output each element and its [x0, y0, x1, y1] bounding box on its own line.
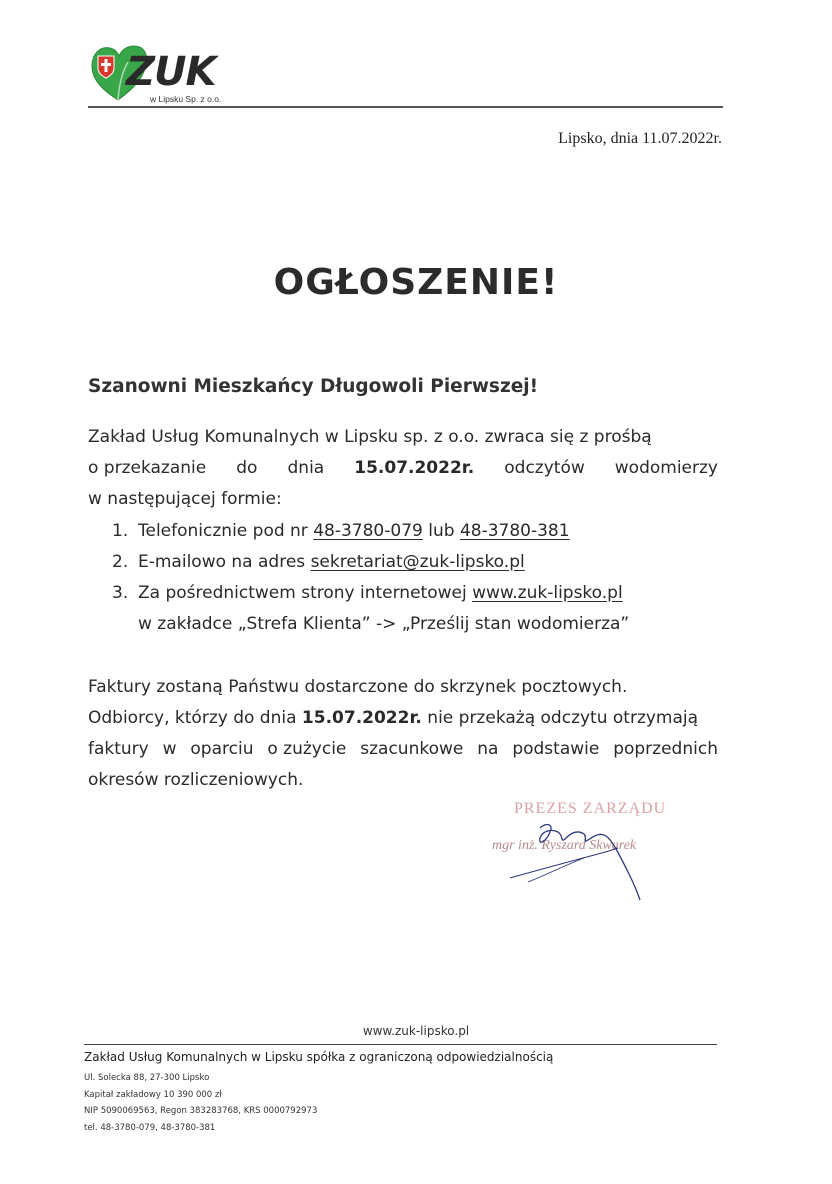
- announcement-title: OGŁOSZENIE!: [273, 262, 559, 303]
- logo-name: ZUK: [126, 49, 216, 95]
- list-item: [112, 516, 722, 547]
- footer-capital: Kapitał zakładowy 10 390 000 zł: [84, 1089, 222, 1100]
- logo-subtitle: w Lipsku Sp. z o.o.: [150, 94, 222, 104]
- stamp-title: PREZES ZARZĄDU: [514, 800, 667, 817]
- list-number: 1.: [112, 521, 129, 541]
- phone-link-2[interactable]: 48-3780-381: [459, 521, 570, 541]
- paragraph-text: odczytów: [504, 458, 585, 478]
- paragraph-line: [88, 422, 718, 453]
- paragraph-text: o zużycie: [267, 739, 347, 759]
- footer-company-name: Zakład Usług Komunalnych w Lipsku spółka z ograniczoną odpowiedzialnością: [84, 1050, 554, 1064]
- paragraph-request: [88, 422, 718, 515]
- submission-methods-list: [112, 516, 722, 640]
- paragraph-text: Odbiorcy, którzy do dnia: [88, 708, 302, 728]
- list-text: Za pośrednictwem strony internetowej: [138, 583, 473, 603]
- footer-ids: NIP 5090069563, Regon 383283768, KRS 0000792973: [84, 1106, 318, 1116]
- paragraph-text: faktury: [88, 739, 149, 759]
- list-text: lub: [422, 521, 460, 541]
- paragraph-text: do: [236, 458, 258, 478]
- stamp-name: mgr inż. Ryszard Skwarek: [492, 838, 637, 853]
- list-text: Telefonicznie pod nr: [138, 521, 314, 541]
- footer-divider: [84, 1044, 717, 1045]
- paragraph-line: okresów rozliczeniowych.: [88, 770, 304, 790]
- president-stamp: [488, 792, 688, 912]
- list-item: [112, 578, 722, 609]
- footer-details: [84, 1070, 317, 1136]
- list-text: E-mailowo na adres: [138, 552, 311, 572]
- paragraph-line: [88, 453, 718, 484]
- header-divider: [88, 106, 723, 108]
- list-item-continuation: w zakładce „Strefa Klienta” -> „Prześlij stan wodomierza”: [138, 614, 630, 634]
- list-item: [112, 547, 722, 578]
- paragraph-line: w następującej formie:: [88, 489, 282, 509]
- paragraph-text: podstawie: [512, 739, 600, 759]
- greeting: Szanowni Mieszkańcy Długowoli Pierwszej!: [88, 376, 539, 397]
- document-date: Lipsko, dnia 11.07.2022r.: [558, 130, 722, 147]
- email-link[interactable]: sekretariat@zuk-lipsko.pl: [310, 552, 525, 572]
- footer-phones: tel. 48-3780-079, 48-3780-381: [84, 1122, 216, 1133]
- paragraph-text: o przekazanie: [88, 458, 207, 478]
- paragraph-line: [88, 734, 718, 765]
- paragraph-invoices: [88, 672, 718, 796]
- phone-link-1[interactable]: 48-3780-079: [313, 521, 423, 541]
- paragraph-line: [88, 703, 718, 734]
- signature-icon: [488, 792, 688, 912]
- deadline-date: 15.07.2022r.: [354, 458, 475, 478]
- paragraph-text: wodomierzy: [614, 458, 718, 478]
- website-link[interactable]: www.zuk-lipsko.pl: [472, 583, 623, 603]
- paragraph-text: na: [477, 739, 499, 759]
- company-logo: [88, 42, 248, 108]
- list-number: 2.: [112, 552, 129, 572]
- paragraph-text: poprzednich: [613, 739, 718, 759]
- paragraph-text: nie przekażą odczytu otrzymają: [421, 708, 699, 728]
- paragraph-line: Faktury zostaną Państwu dostarczone do skrzynek pocztowych.: [88, 677, 628, 697]
- footer-address: Ul. Solecka 88, 27-300 Lipsko: [84, 1073, 210, 1083]
- footer-website[interactable]: www.zuk-lipsko.pl: [362, 1024, 470, 1038]
- deadline-date: 15.07.2022r.: [301, 708, 422, 728]
- paragraph-text: dnia: [287, 458, 325, 478]
- paragraph-text: Zakład Usług Komunalnych w Lipsku sp. z o.o. zwraca się z prośbą: [88, 427, 652, 447]
- list-number: 3.: [112, 583, 129, 603]
- paragraph-text: w: [162, 739, 177, 759]
- paragraph-text: oparciu: [190, 739, 254, 759]
- paragraph-text: szacunkowe: [360, 739, 464, 759]
